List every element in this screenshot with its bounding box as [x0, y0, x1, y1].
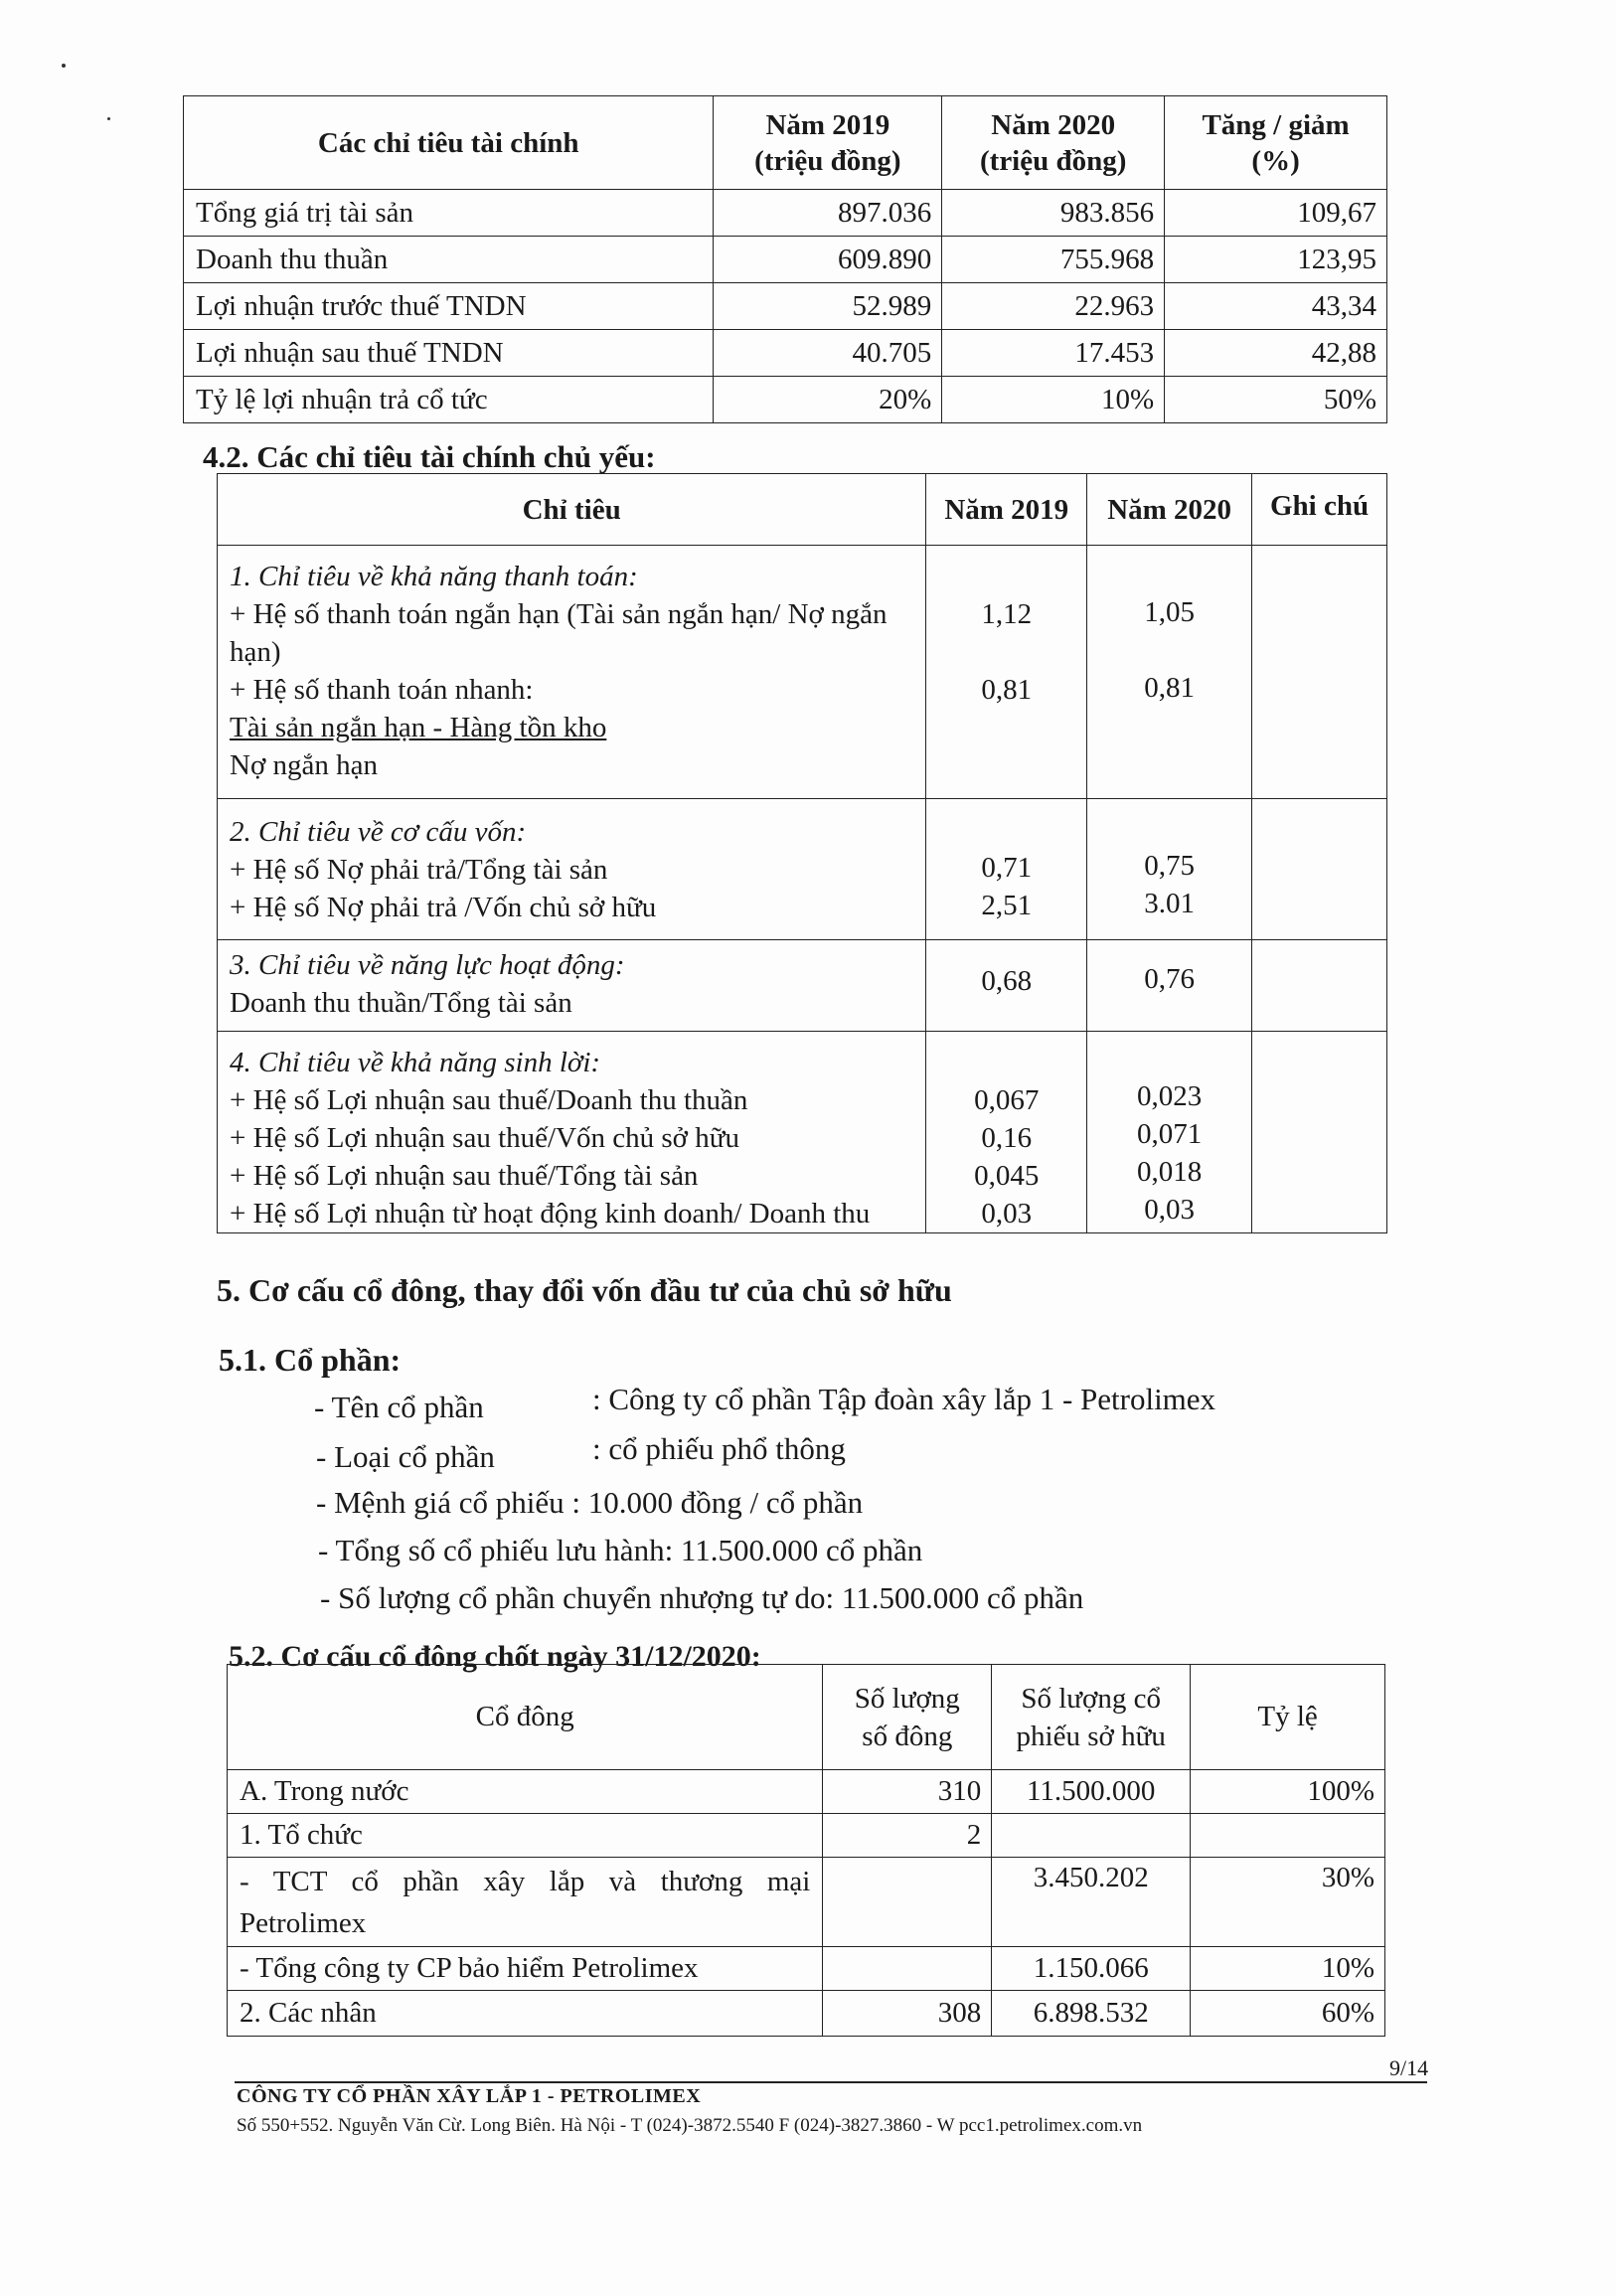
note-cell [1252, 546, 1387, 799]
ratio-group-capital-structure [218, 799, 1387, 940]
cell-value: 897.036 [714, 190, 942, 237]
row-label: Tổng giá trị tài sản [184, 190, 714, 237]
cell-value [823, 1858, 992, 1947]
note-cell [1252, 1032, 1387, 1233]
section-4-2-title: 4.2. Các chỉ tiêu tài chính chủ yếu: [203, 439, 656, 474]
table-row [184, 377, 1387, 423]
par-value-line: - Mệnh giá cổ phiếu : 10.000 đồng / cổ phần [316, 1485, 864, 1520]
ratio-label: + Hệ số Nợ phải trả/Tổng tài sản [230, 854, 608, 886]
group-heading: 4. Chỉ tiêu về khả năng sinh lời: [230, 1047, 601, 1078]
scan-speck [62, 64, 66, 68]
row-label: Tỷ lệ lợi nhuận trả cổ tức [184, 377, 714, 423]
cell-value: 43,34 [1165, 283, 1387, 330]
group-heading: 1. Chỉ tiêu về khả năng thanh toán: [230, 561, 638, 592]
outstanding-shares-line: - Tổng số cổ phiếu lưu hành: 11.500.000 cổ phần [318, 1533, 923, 1567]
row-label: 2. Các nhân [228, 1991, 823, 2037]
cell-value: 20% [714, 377, 942, 423]
footer-page-number: 9/14 [1389, 2055, 1429, 2080]
header-indicator: Chỉ tiêu [218, 474, 926, 546]
cell-value: 22.963 [942, 283, 1165, 330]
cell-value: 755.968 [942, 237, 1165, 283]
ratio-label: + Hệ số Lợi nhuận từ hoạt động kinh doanh/ Doanh thu [230, 1198, 871, 1230]
cell-value: 1.150.066 [992, 1947, 1191, 1991]
ratio-label: + Hệ số Lợi nhuận sau thuế/Vốn chủ sở hữu [230, 1122, 739, 1154]
cell-value: 52.989 [714, 283, 942, 330]
note-cell [1252, 940, 1387, 1032]
cell-value: 3.450.202 [992, 1858, 1191, 1947]
row-label: 1. Tổ chức [228, 1814, 823, 1858]
header-change-percent: Tăng / giảm (%) [1165, 96, 1387, 190]
cell-value: 100% [1191, 1770, 1385, 1814]
ratio-label: Doanh thu thuần/Tổng tài sản [230, 987, 572, 1019]
table-row [228, 1947, 1385, 1991]
footer-company-name: CÔNG TY CỔ PHẦN XÂY LẮP 1 - PETROLIMEX [237, 2085, 702, 2107]
row-label: Lợi nhuận trước thuế TNDN [184, 283, 714, 330]
table-row [228, 1991, 1385, 2037]
group-heading: 2. Chỉ tiêu về cơ cấu vốn: [230, 816, 527, 848]
cell-value: 983.856 [942, 190, 1165, 237]
cell-value: 2 [823, 1814, 992, 1858]
group-heading: 3. Chỉ tiêu về năng lực hoạt động: [230, 949, 625, 981]
cell-value: 3.01 [1144, 888, 1196, 919]
cell-value: 10% [1191, 1947, 1385, 1991]
ratio-label: + Hệ số thanh toán ngắn hạn (Tài sản ngắn hạn/ Nợ ngắn [230, 598, 888, 630]
cell-value: 11.500.000 [992, 1770, 1191, 1814]
share-name-value: : Công ty cổ phần Tập đoàn xây lắp 1 - Petrolimex [592, 1382, 1216, 1416]
cell-value: 0,018 [1137, 1156, 1203, 1188]
cell-value: 2,51 [981, 890, 1033, 921]
cell-value: 0,071 [1137, 1118, 1203, 1150]
table-header-row [228, 1665, 1385, 1770]
cell-value: 0,75 [1144, 850, 1196, 882]
shareholder-structure-table [227, 1664, 1385, 2037]
cell-value: 10% [942, 377, 1165, 423]
header-year-2019: Năm 2019 (triệu đồng) [714, 96, 942, 190]
header-shares-owned: Số lượng cổ phiếu sở hữu [992, 1665, 1191, 1770]
section-5-2-title: 5.2. Cơ cấu cổ đông chốt ngày 31/12/2020: [229, 1640, 761, 1673]
freely-transferable-line: - Số lượng cổ phần chuyển nhượng tự do: 11.500.000 cổ phần [320, 1580, 1084, 1615]
header-financial-indicators: Các chỉ tiêu tài chính [184, 96, 714, 190]
cell-value: 1,12 [981, 598, 1033, 630]
cell-value: 0,81 [1144, 672, 1196, 704]
header-note: Ghi chú [1252, 474, 1387, 546]
row-label: A. Trong nước [228, 1770, 823, 1814]
table-row [184, 190, 1387, 237]
row-label-continued: Petrolimex [240, 1906, 367, 1939]
table-row [184, 237, 1387, 283]
cell-value: 0,16 [981, 1122, 1033, 1154]
cell-value: 109,67 [1165, 190, 1387, 237]
ratio-denominator: Nợ ngắn hạn [230, 749, 379, 781]
share-type-label: - Loại cổ phần [316, 1439, 495, 1474]
ratio-label: + Hệ số Lợi nhuận sau thuế/Tổng tài sản [230, 1160, 699, 1192]
table-row [184, 283, 1387, 330]
table-header-row [184, 96, 1387, 190]
cell-value: 6.898.532 [992, 1991, 1191, 2037]
footer-address: Số 550+552. Nguyễn Văn Cừ. Long Biên. Hà Nội - T (024)-3872.5540 F (024)-3827.3860 - W pcc1.petrolimex.com.vn [237, 2115, 1143, 2136]
cell-value: 0,03 [981, 1198, 1033, 1230]
cell-value: 30% [1191, 1858, 1385, 1947]
cell-value: 42,88 [1165, 330, 1387, 377]
cell-value: 0,76 [1144, 963, 1196, 995]
ratio-numerator: Tài sản ngắn hạn - Hàng tồn kho [230, 712, 607, 743]
row-label: Lợi nhuận sau thuế TNDN [184, 330, 714, 377]
cell-value: 310 [823, 1770, 992, 1814]
header-year-2019: Năm 2019 [926, 474, 1087, 546]
cell-value [1191, 1814, 1385, 1858]
table-row [228, 1858, 1385, 1947]
ratio-group-liquidity [218, 546, 1387, 799]
header-year-2020: Năm 2020 (triệu đồng) [942, 96, 1165, 190]
header-year-2020: Năm 2020 [1087, 474, 1252, 546]
cell-value: 0,045 [974, 1160, 1040, 1192]
table-row [228, 1770, 1385, 1814]
ratio-label: hạn) [230, 636, 281, 668]
cell-value: 0,067 [974, 1084, 1040, 1116]
header-ratio: Tỷ lệ [1191, 1665, 1385, 1770]
cell-value: 0,03 [1144, 1194, 1196, 1226]
row-label: Doanh thu thuần [184, 237, 714, 283]
ratio-label: + Hệ số Lợi nhuận sau thuế/Doanh thu thuần [230, 1084, 748, 1116]
cell-value: 0,68 [981, 965, 1033, 997]
footer-divider [235, 2081, 1427, 2083]
ratio-group-profitability [218, 1032, 1387, 1233]
cell-value: 0,81 [981, 674, 1033, 706]
cell-value: 0,71 [981, 852, 1033, 884]
cell-value: 609.890 [714, 237, 942, 283]
share-name-label: - Tên cổ phần [314, 1390, 484, 1424]
financial-summary-table [183, 95, 1387, 423]
cell-value: 17.453 [942, 330, 1165, 377]
section-5-title: 5. Cơ cấu cổ đông, thay đổi vốn đầu tư của chủ sở hữu [217, 1272, 952, 1308]
note-cell [1252, 799, 1387, 940]
table-row [184, 330, 1387, 377]
cell-value: 123,95 [1165, 237, 1387, 283]
cell-value: 40.705 [714, 330, 942, 377]
share-type-value: : cổ phiếu phổ thông [592, 1431, 846, 1466]
cell-value [992, 1814, 1191, 1858]
ratio-group-operating-capacity [218, 940, 1387, 1032]
section-5-1-title: 5.1. Cổ phần: [219, 1342, 402, 1378]
cell-value: 60% [1191, 1991, 1385, 2037]
cell-value: 1,05 [1144, 596, 1196, 628]
cell-value: 0,023 [1137, 1080, 1203, 1112]
table-row [228, 1814, 1385, 1858]
table-header-row [218, 474, 1387, 546]
ratio-label: + Hệ số thanh toán nhanh: [230, 674, 534, 706]
header-shareholder: Cổ đông [228, 1665, 823, 1770]
scan-speck [107, 117, 110, 120]
cell-value: 50% [1165, 377, 1387, 423]
row-label: - Tổng công ty CP bảo hiểm Petrolimex [228, 1947, 823, 1991]
ratio-label: + Hệ số Nợ phải trả /Vốn chủ sở hữu [230, 892, 657, 923]
header-shareholder-count: Số lượng số đông [823, 1665, 992, 1770]
row-label: - TCT cổ phần xây lắp và thương mại [240, 1865, 811, 1897]
cell-value [823, 1947, 992, 1991]
key-financial-ratios-table [217, 473, 1387, 1233]
cell-value: 308 [823, 1991, 992, 2037]
